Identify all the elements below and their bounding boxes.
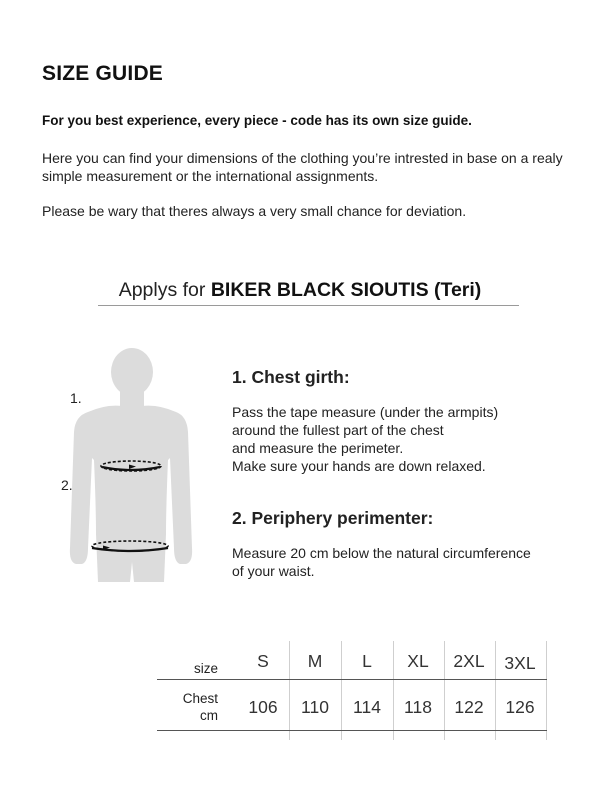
silhouette-shape (70, 348, 192, 582)
product-prefix: Applys for (118, 279, 206, 301)
chest-girth-heading: 1. Chest girth: (232, 367, 350, 387)
periphery-instructions (232, 544, 531, 580)
chest-row-label (157, 690, 218, 724)
table-column-divider (546, 641, 547, 740)
marker-2: 2. (61, 477, 73, 493)
table-column-divider (289, 641, 290, 740)
size-header-label: size (193, 661, 218, 676)
periphery-line: of your waist. (232, 563, 315, 579)
size-header-cell: S (257, 651, 269, 671)
intro-paragraph: Here you can find your dimensions of the clothing you’re intrested in base on a realy simple measurement or the international assignments. (42, 150, 563, 184)
body-silhouette-figure (66, 348, 196, 584)
heading-divider (98, 305, 519, 306)
size-header-cell: 2XL (453, 651, 485, 671)
deviation-note: Please be wary that theres always a very small chance for deviation. (42, 203, 467, 219)
chest-row-label-line1: Chest (182, 691, 218, 706)
chest-line: around the fullest part of the chest (232, 422, 444, 438)
chest-value-cell: 122 (454, 697, 484, 717)
periphery-heading: 2. Periphery perimenter: (232, 508, 434, 528)
chest-line: and measure the perimeter. (232, 440, 404, 456)
chest-girth-instructions (232, 403, 498, 475)
page-title: SIZE GUIDE (42, 62, 164, 85)
periphery-line: Measure 20 cm below the natural circumference (232, 545, 531, 561)
chest-value-cell: 106 (248, 697, 278, 717)
table-bottom-rule (157, 730, 547, 731)
size-header-cell: XL (407, 651, 429, 671)
chest-value-cell: 110 (301, 697, 329, 717)
chest-value-cell: 126 (505, 697, 535, 717)
marker-1: 1. (70, 390, 82, 406)
size-header-cell: 3XL (504, 653, 536, 673)
product-name: BIKER BLACK SIOUTIS (Teri) (210, 279, 482, 301)
product-heading (0, 279, 600, 302)
chest-line: Pass the tape measure (under the armpits) (232, 404, 499, 420)
lead-text: For you best experience, every piece - code has its own size guide. (42, 113, 472, 128)
size-header-cell: M (307, 651, 323, 671)
table-column-divider (341, 641, 342, 740)
chest-row-label-line2: cm (200, 708, 218, 723)
chest-value-cell: 114 (353, 697, 381, 717)
size-table (157, 641, 547, 740)
table-header-rule (157, 679, 547, 680)
chest-value-cell: 118 (404, 697, 432, 717)
chest-line: Make sure your hands are down relaxed. (232, 458, 486, 474)
size-header-cell: L (362, 651, 372, 671)
